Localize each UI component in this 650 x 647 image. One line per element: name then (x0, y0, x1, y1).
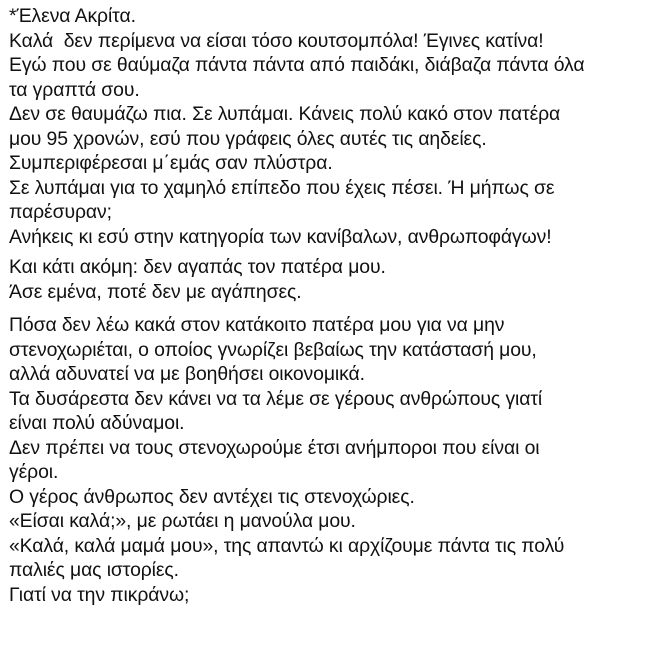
text-line: Συμπεριφέρεσαι μ΄εμάς σαν πλύστρα. (9, 152, 333, 174)
text-line: Άσε εμένα, ποτέ δεν με αγάπησες. (9, 280, 302, 303)
text-line: Σε λυπάμαι για το χαμηλό επίπεδο που έχεις πέσει. Ή μήπως σε (9, 176, 555, 199)
paragraph-1 (9, 4, 644, 249)
text-line: Δεν πρέπει να τους στενοχωρούμε έτσι ανήμποροι που είναι οι (9, 436, 540, 459)
text-line: Πόσα δεν λέω κακά στον κατάκοιτο πατέρα μου για να μην (9, 314, 505, 336)
text-line: στενοχωριέται, ο οποίος γνωρίζει βεβαίως την κατάστασή μου, (9, 338, 537, 361)
text-line: αλλά αδυνατεί να με βοηθήσει οικονομικά. (9, 363, 365, 385)
text-line: γέροι. (9, 461, 59, 483)
text-line: Γιατί να την πικράνω; (9, 583, 190, 606)
post-text (9, 4, 644, 607)
text-line: Τα δυσάρεστα δεν κάνει να τα λέμε σε γέρους ανθρώπους γιατί (9, 387, 543, 410)
text-line: είναι πολύ αδύναμοι. (9, 412, 185, 434)
text-line: τα γραπτά σου. (9, 78, 140, 101)
text-line: Και κάτι ακόμη: δεν αγαπάς τον πατέρα μου. (9, 256, 386, 278)
text-line: «Καλά, καλά μαμά μου», της απαντώ κι αρχίζουμε πάντα τις πολύ (9, 534, 565, 557)
paragraph-3 (9, 313, 644, 607)
text-line: Ο γέρος άνθρωπος δεν αντέχει τις στενοχώριες. (9, 485, 415, 508)
text-line: παρέσυραν; (9, 201, 112, 223)
text-line: Δεν σε θαυμάζω πια. Σε λυπάμαι. Κάνεις πολύ κακό στον πατέρα (9, 103, 561, 125)
text-line: Ανήκεις κι εσύ στην κατηγορία των κανίβαλων, ανθρωποφάγων! (9, 225, 552, 248)
paragraph-2 (9, 255, 644, 304)
text-line: Καλά δεν περίμενα να είσαι τόσο κουτσομπόλα! Έγινες κατίνα! (9, 29, 544, 52)
text-line: *Έλενα Ακρίτα. (9, 5, 136, 27)
text-line: Εγώ που σε θαύμαζα πάντα πάντα από παιδάκι, διάβαζα πάντα όλα (9, 54, 585, 76)
text-line: παλιές μας ιστορίες. (9, 559, 179, 581)
text-line: μου 95 χρονών, εσύ που γράφεις όλες αυτές τις αηδείες. (9, 127, 487, 150)
text-line: «Είσαι καλά;», με ρωτάει η μανούλα μου. (9, 510, 356, 532)
